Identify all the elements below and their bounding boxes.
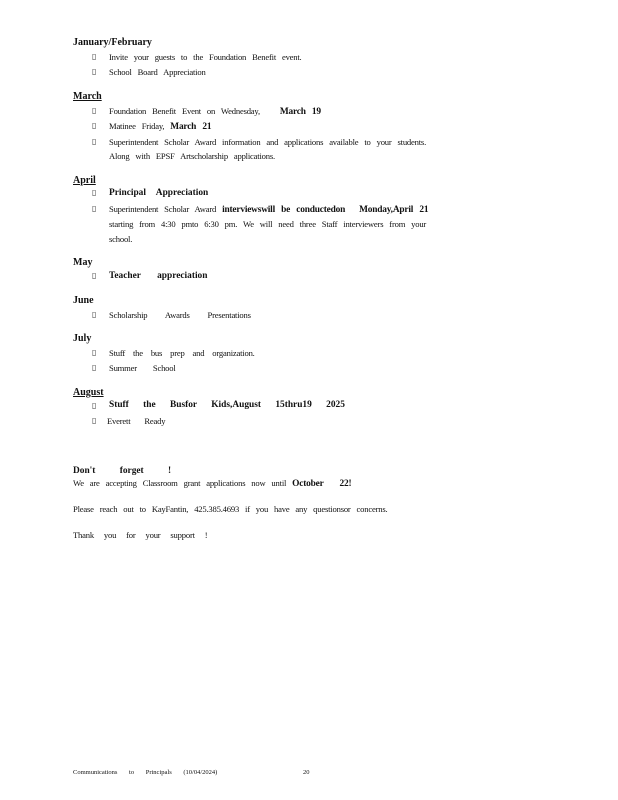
list-item [109,204,428,215]
dont-forget-heading: Don't forget ! [73,466,172,476]
list-item-continuation: school. [109,234,133,244]
bullet-icon: ▯ [92,137,97,146]
list-item: Teacher appreciation [109,271,208,281]
footer-text: Communications to Principals (10/04/2024) [73,769,218,776]
month-heading-july: July [73,333,92,344]
item-date: March 21 [170,122,212,132]
list-item: Superintendent Scholar Award information and applications available to your students. [109,137,427,147]
closing-line: Please reach out to KayFantin, 425.385.4693 if you have any questionsor concerns. [73,504,388,514]
bullet-icon: ▯ [92,67,97,76]
closing-line [73,478,351,489]
list-item: Stuff the Busfor Kids,August 15thru19 2025 [109,400,345,410]
list-item: Summer School [109,363,176,373]
month-heading-march: March [73,91,102,102]
item-bold: interviewswill be conductedon [222,205,346,215]
list-item: Principal Appreciation [109,188,209,198]
list-item: Scholarship Awards Presentations [109,310,251,320]
item-date: Monday,April 21 [359,205,429,215]
list-item: Everett Ready [107,416,166,426]
closing-line: Thank you for your support ! [73,530,208,540]
list-item: School Board Appreciation [109,67,206,77]
item-date: March 19 [279,107,321,117]
month-heading-august: August [73,387,104,398]
bullet-icon: ▯ [92,348,97,357]
list-item: Invite your guests to the Foundation Benefit event. [109,52,302,62]
footer-page-number: 20 [303,769,310,776]
bullet-icon: ▯ [92,416,97,425]
list-item-continuation: starting from 4:30 pmto 6:30 pm. We will need three Staff interviewers from your [109,219,427,229]
bullet-icon: ▯ [92,401,97,410]
closing-text: We are accepting Classroom grant applications now until [73,478,287,488]
list-item [109,106,321,117]
month-heading-janfeb: January/February [73,37,152,48]
bullet-icon: ▯ [92,310,97,319]
item-text: Matinee Friday, [109,121,165,131]
bullet-icon: ▯ [92,188,97,197]
bullet-icon: ▯ [92,363,97,372]
bullet-icon: ▯ [92,204,97,213]
bullet-icon: ▯ [92,106,97,115]
list-item: Stuff the bus prep and organization. [109,348,255,358]
month-heading-april: April [73,175,96,186]
month-heading-june: June [73,295,94,306]
bullet-icon: ▯ [92,271,97,280]
list-item-continuation: Along with EPSF Artscholarship applications. [109,151,275,161]
closing-date: October 22! [292,479,352,489]
month-heading-may: May [73,257,93,268]
bullet-icon: ▯ [92,121,97,130]
bullet-icon: ▯ [92,52,97,61]
item-text: Foundation Benefit Event on Wednesday, [109,106,260,116]
list-item [109,121,211,132]
item-text: Superintendent Scholar Award [109,204,217,214]
